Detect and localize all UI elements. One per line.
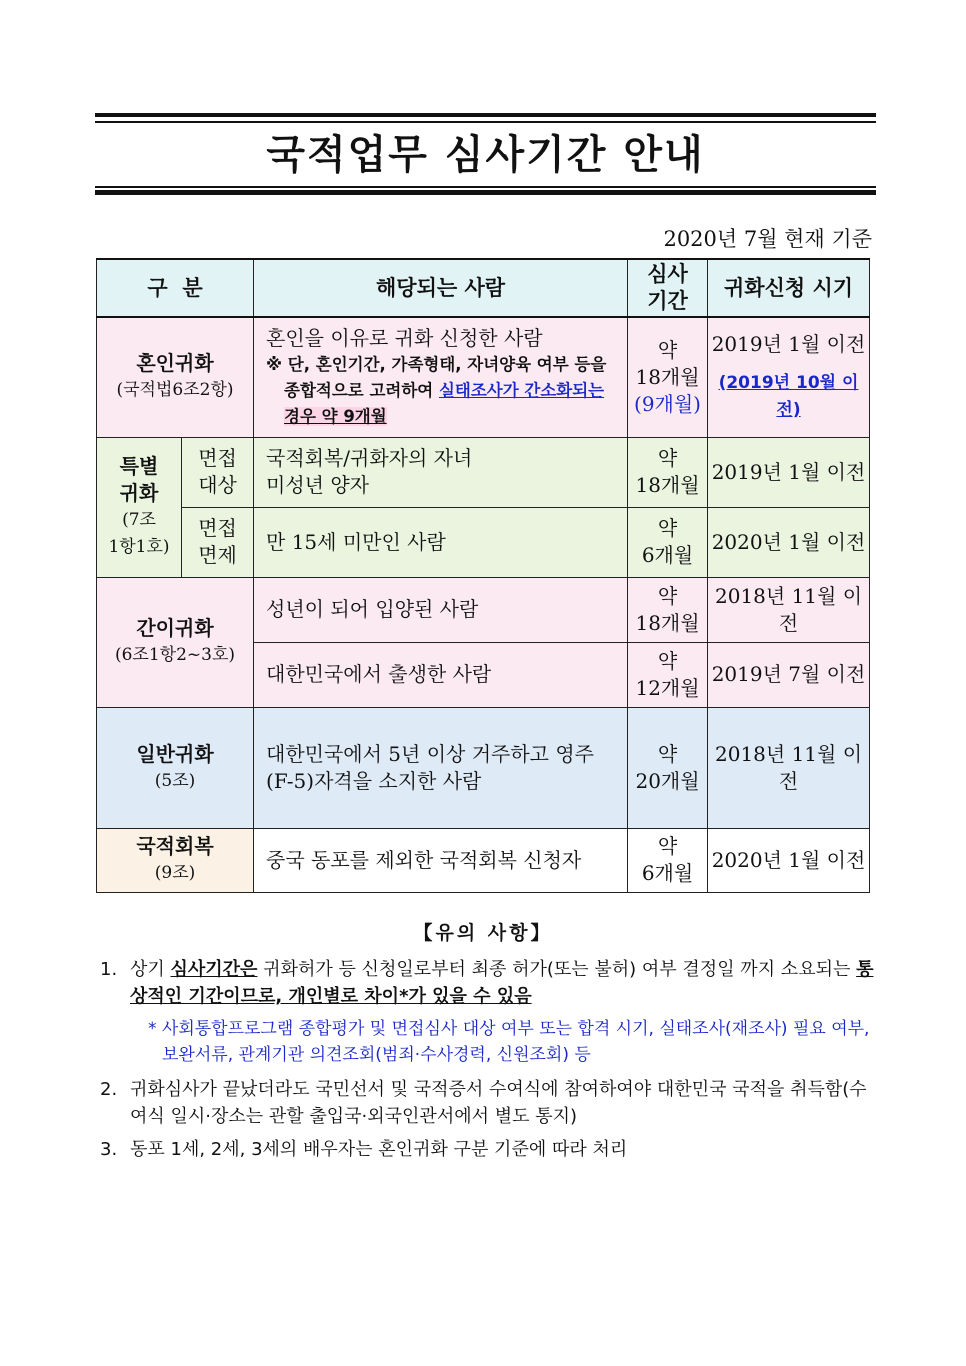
person-text: (F-5)자격을 소지한 사람	[266, 768, 482, 793]
category-name: 특별	[119, 454, 159, 478]
law-ref: (국적법6조2항)	[116, 380, 234, 401]
period-cell	[628, 507, 708, 577]
note-text	[266, 378, 627, 404]
date-cell: 2019년 7월 이전	[708, 642, 870, 707]
notice-text: 귀화심사가 끝났더라도 국민선서 및 국적증서 수여식에 참여하여야 대한민국 국적을 취득함(수여식 일시·장소는 관할 출입국·외국인관서에서 별도 통지)	[130, 1079, 867, 1127]
person-cell: 성년이 되어 입양된 사람	[254, 577, 628, 642]
period-text: 약	[657, 337, 678, 362]
date-text: 2019년 1월 이전	[711, 331, 866, 356]
person-cell: 중국 동포를 제외한 국적회복 신청자	[254, 828, 628, 892]
period-text: 18개월	[635, 473, 700, 497]
category-name: 혼인귀화	[136, 351, 214, 376]
period-text: 약	[657, 834, 678, 858]
period-text: 18개월	[635, 610, 700, 635]
person-cell: 대한민국에서 출생한 사람	[254, 642, 628, 707]
notice-text: 귀화허가 등 신청일로부터 최종 허가(또는 불허) 여부 결정일 까지 소요되는	[257, 959, 857, 980]
period-cell	[628, 828, 708, 892]
notice-list	[100, 956, 875, 1169]
period-text: 6개월	[641, 861, 694, 885]
table-row	[97, 437, 870, 507]
period-text: 약	[657, 741, 678, 766]
period-text: 약	[657, 516, 678, 540]
notice-number: 1.	[100, 959, 118, 980]
notice-emphasis: 심사기간은	[170, 959, 258, 980]
category-name: 국적회복	[136, 834, 214, 858]
subcategory-text: 면제	[198, 543, 237, 567]
person-cell	[254, 437, 628, 507]
header-period: 심사 기간	[628, 259, 708, 317]
law-ref: (5조)	[154, 770, 196, 791]
title-rule	[95, 190, 876, 195]
table-header-row	[97, 259, 870, 317]
page-title: 국적업무 심사기간 안내	[266, 132, 705, 178]
category-restore	[97, 828, 254, 892]
table-row	[97, 577, 870, 642]
person-text: 미성년 양자	[266, 473, 369, 497]
note-text	[266, 404, 627, 430]
subcategory-cell	[182, 507, 254, 577]
table-row	[97, 707, 870, 828]
period-text: 6개월	[641, 543, 694, 567]
notice-text: 동포 1세, 2세, 3세의 배우자는 혼인귀화 구분 기준에 따라 처리	[130, 1139, 628, 1160]
notice-item	[100, 1076, 875, 1130]
period-text: 20개월	[635, 768, 700, 793]
as-of-date: 2020년 7월 현재 기준	[663, 227, 872, 251]
category-name: 일반귀화	[136, 741, 214, 766]
notice-title: 【유의 사항】	[413, 922, 553, 944]
period-text: 18개월	[635, 364, 700, 389]
date-text: (2019년 10월 이전)	[718, 372, 859, 420]
period-cell	[628, 707, 708, 828]
period-cell	[628, 642, 708, 707]
table-row	[97, 317, 870, 437]
category-general	[97, 707, 254, 828]
note-text: ※ 단, 혼인기간, 가족형태, 자녀양육 여부 등을	[266, 354, 607, 374]
subcategory-cell	[182, 437, 254, 507]
person-text: 대한민국에서 5년 이상 거주하고 영주	[266, 741, 594, 766]
table-row	[97, 828, 870, 892]
law-ref: (6조1항2~3호)	[114, 645, 236, 665]
subcategory-text: 대상	[198, 473, 237, 497]
category-name: 간이귀화	[136, 616, 214, 640]
notice-number: 3.	[100, 1139, 118, 1160]
law-ref: 1항1호)	[108, 537, 170, 557]
period-cell	[628, 577, 708, 642]
subcategory-text: 면접	[198, 446, 237, 470]
header-person: 해당되는 사람	[254, 259, 628, 317]
person-cell: 만 15세 미만인 사람	[254, 507, 628, 577]
person-text: 혼인을 이유로 귀화 신청한 사람	[266, 325, 543, 350]
date-cell: 2018년 11월 이전	[708, 707, 870, 828]
category-simple	[97, 577, 254, 707]
notice-item	[100, 956, 875, 1068]
title-rule	[95, 186, 876, 188]
notice-item	[100, 1136, 875, 1163]
notice-text: 상기	[130, 959, 171, 980]
subcategory-text: 면접	[198, 516, 237, 540]
notice-emphasis: 통상적인 기간이므로, 개인별로 차이*가 있을 수 있음	[130, 959, 874, 1007]
person-text: 국적회복/귀화자의 자녀	[266, 446, 473, 470]
note-text: 종합적으로 고려하여	[284, 380, 439, 400]
period-text: 약	[657, 583, 678, 608]
header-apply-time: 귀화신청 시기	[708, 259, 870, 317]
title-banner	[95, 113, 876, 197]
table-row	[97, 507, 870, 577]
person-cell	[254, 707, 628, 828]
header-category: 구 분	[97, 259, 254, 317]
date-cell	[708, 317, 870, 437]
category-special	[97, 437, 182, 577]
period-cell	[628, 437, 708, 507]
note-highlight: 경우 약 9개월	[284, 406, 387, 426]
period-text: 약	[657, 648, 678, 673]
note-highlight: 실태조사가 간소화되는	[438, 380, 605, 400]
period-text: 약	[657, 446, 678, 470]
date-cell: 2018년 11월 이전	[708, 577, 870, 642]
date-cell: 2020년 1월 이전	[708, 828, 870, 892]
review-period-table	[96, 258, 870, 893]
title-rule	[95, 121, 876, 123]
title-rule	[95, 113, 876, 117]
law-ref: (7조	[122, 510, 156, 530]
period-cell	[628, 317, 708, 437]
period-text: (9개월)	[634, 391, 701, 416]
person-cell	[254, 317, 628, 437]
period-text: 12개월	[635, 675, 700, 700]
date-cell: 2020년 1월 이전	[708, 507, 870, 577]
notice-number: 2.	[100, 1079, 118, 1100]
notice-subnote: * 사회통합프로그램 종합평가 및 면접심사 대상 여부 또는 합격 시기, 실태조사(재조사) 필요 여부, 보완서류, 관계기관 의견조회(범죄·수사경력, 신원조회) 등	[148, 1019, 870, 1065]
date-cell: 2019년 1월 이전	[708, 437, 870, 507]
law-ref: (9조)	[154, 863, 196, 883]
category-name: 귀화	[119, 481, 159, 505]
category-marriage	[97, 317, 254, 437]
